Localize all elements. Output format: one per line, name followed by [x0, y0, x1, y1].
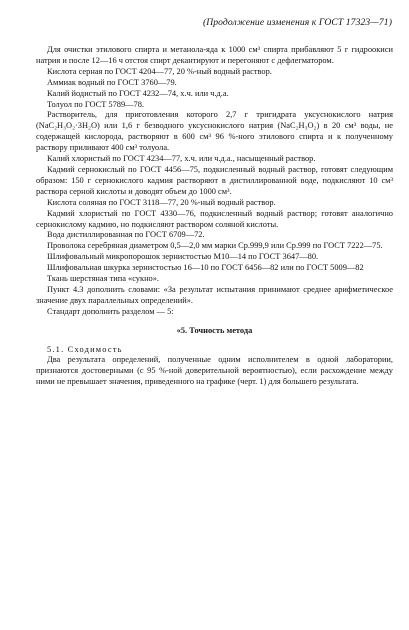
paragraph-micropowder: Шлифовальный микропорошок зернистостью М10—14 по ГОСТ 3647—80. — [47, 252, 319, 262]
subsection-title: 5.1. Сходимость — [47, 344, 123, 354]
paragraph-silver-wire: Проволока серебряная диаметром 0,5—2,0 мм марки Ср.999,9 или Ср.999 по ГОСТ 7222—75. — [47, 241, 383, 251]
paragraph-hydrochloric-acid: Кислота соляная по ГОСТ 3118—77, 20 %-ный водный раствор. — [47, 197, 276, 207]
document-body — [36, 45, 393, 388]
paragraph-clause-4-3: Пункт 4.3 дополнить словами: «За результат испытания принимают среднее арифметическое значение двух параллельных определений». — [36, 284, 393, 305]
paragraph-potassium-chloride: Калий хлористый по ГОСТ 4234—77, х.ч. или ч.д.а., насыщенный раствор. — [47, 154, 316, 164]
page-header: (Продолжение изменения к ГОСТ 17323—71) — [202, 17, 392, 28]
paragraph-sulfuric-acid: Кислота серная по ГОСТ 4204—77, 20 %-ный водный раствор. — [47, 66, 272, 76]
section-title: «5. Точность метода — [176, 325, 253, 335]
paragraph-distilled-water: Вода дистиллированная по ГОСТ 6709—72. — [47, 230, 205, 240]
paragraph-cadmium-sulfate: Кадмий сернокислый по ГОСТ 4456—75, подкисленный водный раствор, готовят следующим образом: 150 г сернокислого кадмия растворяют в дистиллированной воде, подкисляют 10 см³ раствора серной кислоты и доводят объем до 1000 см³. — [36, 164, 393, 196]
paragraph-ammonia: Аммиак водный по ГОСТ 3760—79. — [47, 77, 177, 87]
paragraph-toluene: Толуол по ГОСТ 5789—78. — [47, 99, 145, 109]
paragraph-alcohol-purification: Для очистки этилового спирта и метанола-яда к 1000 см³ спирта прибавляют 5 г гидроокиси натрия и после 12—16 ч отстоя спирт декантируют и перегоняют с дефлегматором. — [36, 45, 393, 65]
paragraph-potassium-iodide: Калий йодистый по ГОСТ 4232—74, х.ч. или ч.д.а. — [47, 88, 229, 98]
paragraph-convergence: Два результата определений, полученные одним исполнителем в одной лаборатории, признаются достоверными (с 95 %-ной доверительной вероятностью), если расхождение между ними не превышает значения, приведенного на графике (черт. 1) для большего результата. — [36, 355, 393, 387]
paragraph-cloth: Ткань шерстяная типа «сукно». — [47, 274, 160, 284]
paragraph-sandpaper: Шлифовальная шкурка зернистостью 16—10 по ГОСТ 6456—82 или по ГОСТ 5009—82 — [47, 263, 364, 273]
paragraph-cadmium-chloride: Кадмий хлористый по ГОСТ 4330—76, подкисленный водный раствор; готовят аналогично сернокислому кадмию, но подкисляют раствором соляной кислоты. — [36, 208, 393, 229]
paragraph-add-section: Стандарт дополнить разделом — 5: — [47, 306, 174, 316]
paragraph-solvent: Растворитель, для приготовления которого 2,7 г тригидрата уксуснокислого натрия (NaC₂H₃O₂·3H₂O) или 1,6 г безводного уксуснокислого натрия (NaC₂H₃O₂) в 20 см³ воды, не содержащей кислорода, растворяют в 600 см³ 96 %-ного этилового спирта и к полученному раствору приливают 400 см³ толуола. — [36, 110, 393, 153]
